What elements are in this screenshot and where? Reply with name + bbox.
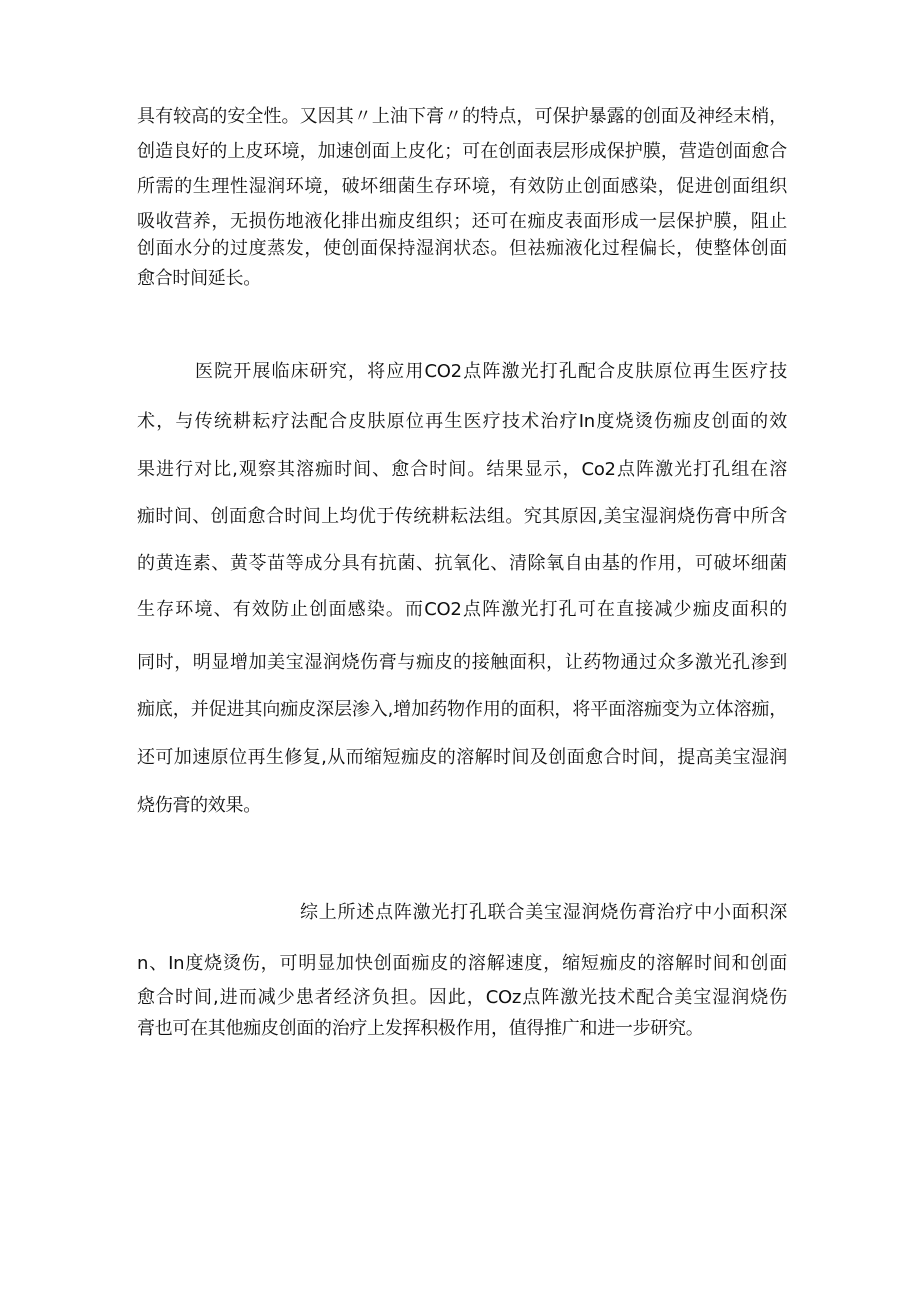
paragraph-3-line-4: 膏也可在其他痂皮创面的治疗上发挥积极作用，值得推广和进一步研究。: [137, 1018, 704, 1039]
paragraph-1-line-3: 所需的生理性湿润环境，破坏细菌生存环境，有效防止创面感染，促进创面组织: [137, 176, 787, 197]
paragraph-2-line-3: 果进行对比,观察其溶痂时间、愈合时间。结果显示，Co2点阵激光打孔组在溶: [137, 459, 787, 480]
paragraph-2-line-7: 同时，明显增加美宝湿润烧伤膏与痂皮的接触面积，让药物通过众多激光孔渗到: [137, 652, 787, 673]
paragraph-1-line-1: 具有较高的安全性。又因其〃上油下膏〃的特点，可保护暴露的创面及神经末梢，: [137, 106, 787, 127]
paragraph-3-line-1: 综上所述点阵激光打孔联合美宝湿润烧伤膏治疗中小面积深: [300, 902, 787, 923]
paragraph-2-line-2: 术，与传统耕耘疗法配合皮肤原位再生医疗技术治疗In度烧烫伤痂皮创面的效: [137, 411, 787, 432]
paragraph-3-line-2: n、In度烧烫伤，可明显加快创面痂皮的溶解速度，缩短痂皮的溶解时间和创面: [137, 953, 787, 974]
paragraph-2-line-9: 还可加速原位再生修复,从而缩短痂皮的溶解时间及创面愈合时间，提高美宝湿润: [137, 747, 787, 768]
paragraph-2-line-6: 生存环境、有效防止创面感染。而CO2点阵激光打孔可在直接减少痂皮面积的: [137, 599, 787, 620]
paragraph-1-line-4: 吸收营养，无损伤地液化排出痂皮组织；还可在痂皮表面形成一层保护膜，阻止: [137, 211, 787, 232]
paragraph-1-line-6: 愈合时间延长。: [137, 268, 261, 289]
paragraph-2-line-4: 痂时间、创面愈合时间上均优于传统耕耘法组。究其原因,美宝湿润烧伤膏中所含: [137, 506, 787, 527]
paragraph-2-line-5: 的黄连素、黄苓苗等成分具有抗菌、抗氧化、清除氧自由基的作用，可破坏细菌: [137, 553, 787, 574]
paragraph-2-line-8: 痂底，并促进其向痂皮深层渗入,增加药物作用的面积，将平面溶痂变为立体溶痂，: [137, 699, 787, 720]
paragraph-1-line-2: 创造良好的上皮环境，加速创面上皮化；可在创面表层形成保护膜，营造创面愈合: [137, 141, 787, 162]
paragraph-1-line-5: 创面水分的过度蒸发，使创面保持湿润状态。但祛痂液化过程偏长，使整体创面: [137, 238, 787, 259]
paragraph-2-line-1: 医院开展临床研究，将应用CO2点阵激光打孔配合皮肤原位再生医疗技: [195, 361, 787, 382]
paragraph-2-line-10: 烧伤膏的效果。: [137, 795, 261, 816]
paragraph-3-line-3: 愈合时间,进而减少患者经济负担。因此，COz点阵激光技术配合美宝湿润烧伤: [137, 987, 787, 1008]
